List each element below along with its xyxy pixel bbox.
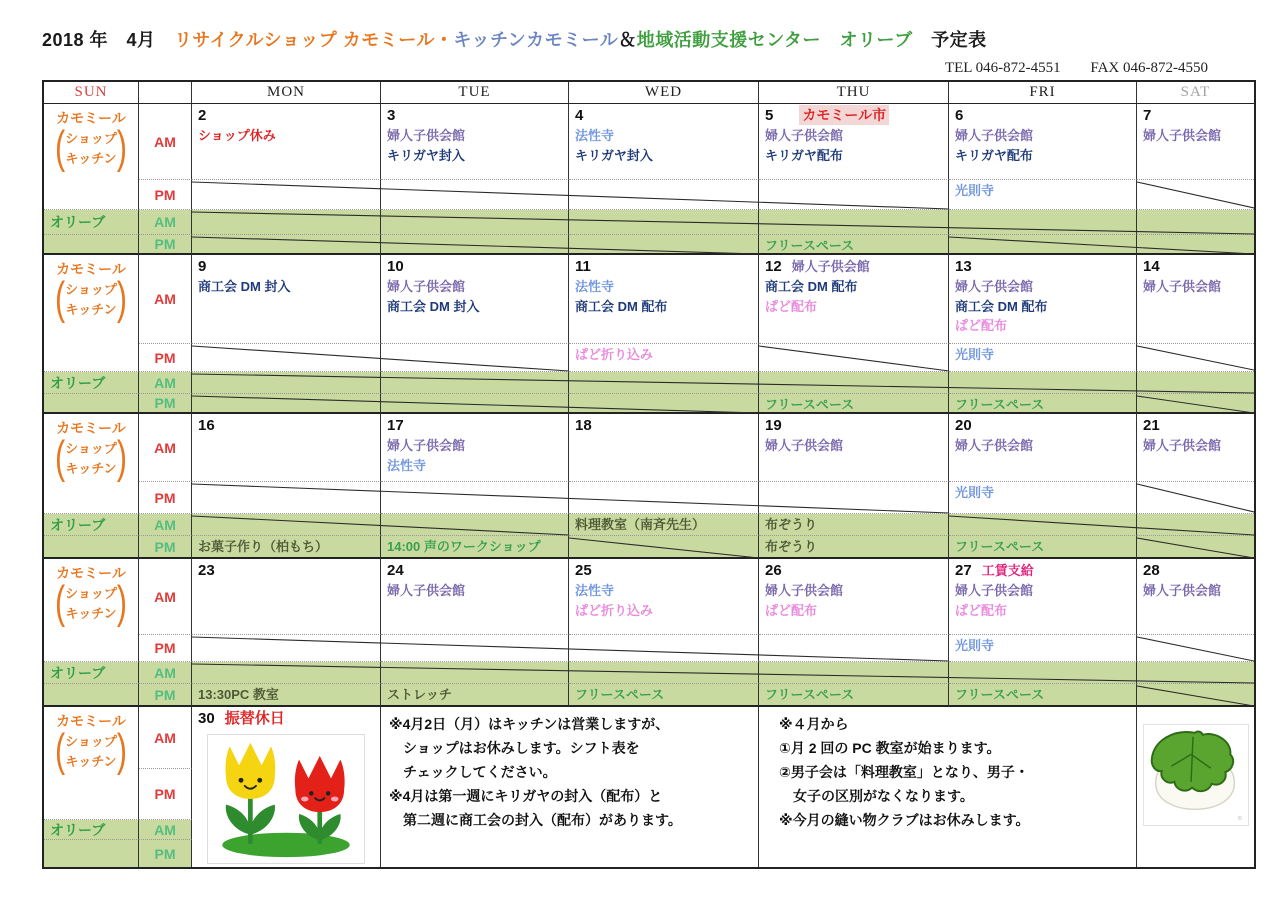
w3-wed-olive-am-cell: [569, 514, 759, 536]
event-label: 商工会 DM 封入: [387, 298, 480, 314]
pm-label: PM: [139, 344, 192, 372]
w1-thu-am-cell: [759, 104, 949, 180]
w3-fri-pm-cell: [949, 482, 1137, 514]
w4-tue-pm-cell: [381, 635, 569, 662]
event-label: ぱど配布: [765, 602, 818, 618]
header-tue: TUE: [381, 82, 569, 104]
w5-sat-cell: [1137, 707, 1254, 867]
olive-row-spacer: [44, 235, 139, 255]
event-label: フリースペース: [955, 397, 1045, 412]
date-number: 24: [387, 562, 404, 579]
date-number: 17: [387, 417, 404, 434]
w4-sat-am-cell: [1137, 559, 1254, 635]
olive-am-label: AM: [139, 662, 192, 684]
w2-sat-pm-cell: [1137, 344, 1254, 372]
event-label: 婦人子供会館: [765, 438, 844, 453]
date-number: 12: [765, 258, 782, 275]
event-label: お菓子作り（柏もち）: [198, 539, 329, 554]
w4-wed-am-cell: [569, 559, 759, 635]
event-label: キリガヤ配布: [765, 147, 843, 163]
w3-tue-olive-pm-cell: [381, 536, 569, 559]
am-label: AM: [139, 707, 192, 769]
olive-row-spacer: [44, 840, 139, 867]
olive-row-spacer: [44, 684, 139, 707]
w2-wed-pm-cell: [569, 344, 759, 372]
notes-right: ※４月から ①月 2 回の PC 教室が始まります。 ②男子会は「料理教室」となり、男子・ 女子の区別がなくなります。 ※今月の縫い物クラブはお休みします。: [759, 707, 1137, 867]
kashiwa-leaf-icon: [1144, 725, 1246, 823]
event-label: 婦人子供会館: [955, 583, 1034, 598]
header-ampm-blank: [139, 82, 192, 104]
event-label: フリースペース: [955, 539, 1045, 554]
event-label: 婦人子供会館: [387, 128, 466, 143]
olive-row-spacer: [44, 536, 139, 559]
w3-fri-olive-am-cell: [949, 514, 1137, 536]
event-label: 婦人子供会館: [955, 128, 1034, 143]
w4-mon-pm-cell: [192, 635, 381, 662]
olive-pm-label: PM: [139, 536, 192, 559]
am-label: AM: [139, 414, 192, 482]
olive-row-label: オリーブ: [44, 514, 139, 536]
w2-tue-olive-am-cell: [381, 372, 569, 394]
date-number: 26: [765, 562, 782, 579]
kamomiru-row-label: カモミール ( ショップ キッチン ): [44, 255, 139, 372]
event-label: ぱど配布: [955, 602, 1008, 618]
event-label: 婦人子供会館: [765, 128, 844, 143]
w2-wed-am-cell: [569, 255, 759, 344]
w2-tue-pm-cell: [381, 344, 569, 372]
w2-fri-olive-am-cell: [949, 372, 1137, 394]
holiday-label: 振替休日: [224, 710, 285, 727]
w1-sat-pm-cell: [1137, 180, 1254, 210]
am-label: AM: [139, 104, 192, 180]
event-label: 婦人子供会館: [791, 259, 870, 274]
olive-row-label: オリーブ: [44, 372, 139, 394]
w4-fri-pm-cell: [949, 635, 1137, 662]
w3-sat-olive-am-cell: [1137, 514, 1254, 536]
w4-mon-olive-am-cell: [192, 662, 381, 684]
olive-am-label: AM: [139, 514, 192, 536]
fax-number: FAX 046-872-4550: [1090, 60, 1208, 76]
event-label: 婦人子供会館: [387, 438, 466, 453]
w1-thu-pm-cell: [759, 180, 949, 210]
w5-mon-cell: [192, 707, 381, 867]
w2-fri-olive-pm-cell: [949, 394, 1137, 414]
w3-fri-am-cell: [949, 414, 1137, 482]
am-label: AM: [139, 559, 192, 635]
kamomiru-row-label: カモミール ( ショップ キッチン ): [44, 414, 139, 514]
event-label: フリースペース: [765, 397, 855, 412]
w3-thu-am-cell: [759, 414, 949, 482]
event-label: フリースペース: [575, 687, 665, 702]
w1-thu-olive-pm-cell: [759, 235, 949, 255]
date-number: 3: [387, 107, 396, 124]
w4-wed-pm-cell: [569, 635, 759, 662]
event-label: キリガヤ封入: [387, 147, 465, 163]
event-label: 光則寺: [955, 638, 995, 653]
w4-mon-olive-pm-cell: [192, 684, 381, 707]
event-label: ショップ休み: [198, 128, 276, 143]
w4-fri-olive-am-cell: [949, 662, 1137, 684]
w4-fri-am-cell: [949, 559, 1137, 635]
event-label: 婦人子供会館: [1143, 583, 1222, 598]
event-label: 光則寺: [955, 347, 995, 362]
w4-wed-olive-am-cell: [569, 662, 759, 684]
w4-wed-olive-pm-cell: [569, 684, 759, 707]
w3-tue-pm-cell: [381, 482, 569, 514]
olive-am-label: AM: [139, 372, 192, 394]
w2-sat-olive-pm-cell: [1137, 394, 1254, 414]
date-number: 27: [955, 562, 972, 579]
w1-fri-pm-cell: [949, 180, 1137, 210]
title-kitchen: キッチンカモミール: [453, 30, 619, 50]
kamomiru-bracket: ( ショップ キッチン ): [55, 274, 127, 324]
w2-mon-olive-am-cell: [192, 372, 381, 394]
w3-sat-pm-cell: [1137, 482, 1254, 514]
event-label: 商工会 DM 配布: [765, 279, 858, 294]
title-center: 地域活動支援センター: [636, 30, 822, 50]
event-label: 布ぞうり: [765, 517, 818, 532]
kamomiru-row-label: カモミール ( ショップ キッチン ): [44, 707, 139, 820]
event-label: ぱど折り込み: [575, 347, 654, 362]
w1-wed-olive-am-cell: [569, 210, 759, 235]
w1-mon-am-cell: [192, 104, 381, 180]
title-year-month: 2018 年 4月: [42, 30, 175, 50]
tel-number: TEL 046-872-4551: [944, 60, 1061, 76]
w2-wed-olive-am-cell: [569, 372, 759, 394]
illustration-credit: ©: [1237, 816, 1243, 823]
w4-thu-am-cell: [759, 559, 949, 635]
date-number: 14: [1143, 258, 1160, 275]
date-number: 20: [955, 417, 972, 434]
w1-tue-pm-cell: [381, 180, 569, 210]
event-label: 光則寺: [955, 485, 995, 500]
w1-mon-pm-cell: [192, 180, 381, 210]
event-label: 商工会 DM 封入: [198, 279, 291, 294]
date-number: 16: [198, 417, 215, 434]
date-number: 13: [955, 258, 972, 275]
w2-thu-pm-cell: [759, 344, 949, 372]
w1-thu-olive-am-cell: [759, 210, 949, 235]
w1-sat-am-cell: [1137, 104, 1254, 180]
olive-am-label: AM: [139, 820, 192, 840]
w2-mon-pm-cell: [192, 344, 381, 372]
title-recycle-shop: リサイクルショップ カモミール・: [174, 30, 454, 50]
event-label: 婦人子供会館: [387, 279, 466, 294]
event-label: 商工会 DM 配布: [575, 298, 668, 314]
w1-tue-olive-pm-cell: [381, 235, 569, 255]
w1-mon-olive-am-cell: [192, 210, 381, 235]
w2-fri-am-cell: [949, 255, 1137, 344]
w4-thu-olive-pm-cell: [759, 684, 949, 707]
title-olive: オリーブ: [821, 30, 913, 50]
w1-fri-olive-pm-cell: [949, 235, 1137, 255]
kamomiru-bracket: ( ショップ キッチン ): [55, 123, 127, 173]
event-label: 法性寺: [575, 583, 615, 598]
date-number: 23: [198, 562, 215, 579]
notes-left: ※4月2日（月）はキッチンは営業しますが、 ショップはお休みします。シフト表を チェックしてください。 ※4月は第一週にキリガヤの封入（配布）と 第二週に商工会の封入（配布）があります。: [381, 707, 759, 867]
header-sat: SAT: [1137, 82, 1254, 104]
event-label: ストレッチ: [387, 687, 452, 702]
olive-row-label: オリーブ: [44, 662, 139, 684]
olive-am-label: AM: [139, 210, 192, 235]
event-label: 布ぞうり: [765, 539, 818, 554]
w2-sat-olive-am-cell: [1137, 372, 1254, 394]
event-label: 婦人子供会館: [387, 583, 466, 598]
w2-thu-olive-pm-cell: [759, 394, 949, 414]
date-number: 25: [575, 562, 592, 579]
event-label: 婦人子供会館: [955, 438, 1034, 453]
w2-mon-am-cell: [192, 255, 381, 344]
event-label: 婦人子供会館: [1143, 279, 1222, 294]
w3-wed-pm-cell: [569, 482, 759, 514]
event-label: 婦人子供会館: [955, 279, 1034, 294]
w3-mon-am-cell: [192, 414, 381, 482]
event-label: 法性寺: [387, 457, 427, 473]
kashiwa-mochi-illustration: [1143, 724, 1249, 826]
event-label: フリースペース: [955, 687, 1045, 702]
w1-tue-am-cell: [381, 104, 569, 180]
w3-sat-olive-pm-cell: [1137, 536, 1254, 559]
w3-thu-pm-cell: [759, 482, 949, 514]
w4-tue-am-cell: [381, 559, 569, 635]
pm-label: PM: [139, 180, 192, 210]
market-day-badge: カモミール市: [799, 105, 889, 125]
w4-sat-pm-cell: [1137, 635, 1254, 662]
w2-thu-am-cell: [759, 255, 949, 344]
date-number: 9: [198, 258, 207, 275]
event-label: 料理教室（南斉先生）: [575, 517, 706, 532]
w2-wed-olive-pm-cell: [569, 394, 759, 414]
w1-tue-olive-am-cell: [381, 210, 569, 235]
w3-mon-olive-pm-cell: [192, 536, 381, 559]
olive-pm-label: PM: [139, 684, 192, 707]
w4-tue-olive-am-cell: [381, 662, 569, 684]
event-label: フリースペース: [765, 238, 855, 253]
w3-mon-olive-am-cell: [192, 514, 381, 536]
w1-fri-olive-am-cell: [949, 210, 1137, 235]
tulip-illustration: [207, 734, 365, 864]
w1-fri-am-cell: [949, 104, 1137, 180]
w3-sat-am-cell: [1137, 414, 1254, 482]
w2-thu-olive-am-cell: [759, 372, 949, 394]
date-number: 30: [198, 710, 215, 727]
date-number: 11: [575, 258, 591, 275]
event-label: キリガヤ配布: [955, 147, 1033, 163]
date-number: 19: [765, 417, 782, 434]
olive-row-spacer: [44, 394, 139, 414]
kamomiru-bracket: ( ショップ キッチン ): [55, 433, 127, 483]
event-label: 13:30PC 教室: [198, 687, 279, 702]
w4-mon-am-cell: [192, 559, 381, 635]
w4-sat-olive-am-cell: [1137, 662, 1254, 684]
w2-mon-olive-pm-cell: [192, 394, 381, 414]
w1-wed-olive-pm-cell: [569, 235, 759, 255]
pm-label: PM: [139, 635, 192, 662]
w4-sat-olive-pm-cell: [1137, 684, 1254, 707]
w4-tue-olive-pm-cell: [381, 684, 569, 707]
date-number: 18: [575, 417, 592, 434]
event-label: 婦人子供会館: [1143, 438, 1222, 453]
contact-line: [42, 60, 1252, 77]
header-wed: WED: [569, 82, 759, 104]
date-number: 2: [198, 107, 207, 124]
header-mon: MON: [192, 82, 381, 104]
event-label: ぱど折り込み: [575, 602, 654, 618]
event-label: ぱど配布: [955, 318, 1008, 333]
w2-fri-pm-cell: [949, 344, 1137, 372]
event-label: 商工会 DM 配布: [955, 298, 1048, 314]
am-label: AM: [139, 255, 192, 344]
date-number: 7: [1143, 107, 1152, 124]
date-number: 10: [387, 258, 404, 275]
olive-pm-label: PM: [139, 840, 192, 867]
kamomiru-bracket: ( ショップ キッチン ): [55, 578, 127, 628]
w1-mon-olive-pm-cell: [192, 235, 381, 255]
w1-wed-am-cell: [569, 104, 759, 180]
event-label: 婦人子供会館: [765, 583, 844, 598]
tulips-icon: [211, 738, 361, 860]
event-label: 光則寺: [955, 183, 995, 198]
header-sun: SUN: [44, 82, 139, 104]
page-title: [42, 26, 1280, 52]
w3-tue-am-cell: [381, 414, 569, 482]
w1-sat-olive-pm-cell: [1137, 235, 1254, 255]
pm-label: PM: [139, 482, 192, 514]
kamomiru-bracket: ( ショップ キッチン ): [55, 726, 127, 776]
date-number: 4: [575, 107, 584, 124]
w3-thu-olive-pm-cell: [759, 536, 949, 559]
schedule-table: [42, 80, 1256, 869]
w2-sat-am-cell: [1137, 255, 1254, 344]
w4-thu-olive-am-cell: [759, 662, 949, 684]
w1-sat-olive-am-cell: [1137, 210, 1254, 235]
olive-row-label: オリーブ: [44, 820, 139, 840]
olive-pm-label: PM: [139, 394, 192, 414]
olive-pm-label: PM: [139, 235, 192, 255]
w3-thu-olive-am-cell: [759, 514, 949, 536]
date-number: 21: [1143, 417, 1160, 434]
w3-wed-am-cell: [569, 414, 759, 482]
w3-wed-olive-pm-cell: [569, 536, 759, 559]
kamomiru-row-label: カモミール ( ショップ キッチン ): [44, 559, 139, 662]
event-label: キリガヤ封入: [575, 147, 653, 163]
wage-payment-label: 工賃支給: [981, 563, 1034, 578]
event-label: 14:00 声のワークショップ: [387, 539, 541, 554]
title-amp: ＆: [618, 30, 637, 50]
title-suffix: 予定表: [912, 30, 987, 50]
date-number: 28: [1143, 562, 1160, 579]
w3-mon-pm-cell: [192, 482, 381, 514]
w2-tue-olive-pm-cell: [381, 394, 569, 414]
w3-tue-olive-am-cell: [381, 514, 569, 536]
w1-wed-pm-cell: [569, 180, 759, 210]
w2-tue-am-cell: [381, 255, 569, 344]
event-label: 婦人子供会館: [1143, 128, 1222, 143]
pm-label: PM: [139, 769, 192, 820]
w4-thu-pm-cell: [759, 635, 949, 662]
olive-row-label: オリーブ: [44, 210, 139, 235]
header-fri: FRI: [949, 82, 1137, 104]
event-label: 法性寺: [575, 128, 615, 143]
date-number: 5: [765, 107, 774, 124]
event-label: ぱど配布: [765, 298, 818, 314]
kamomiru-row-label: カモミール ( ショップ キッチン ): [44, 104, 139, 210]
event-label: 法性寺: [575, 279, 615, 294]
w3-fri-olive-pm-cell: [949, 536, 1137, 559]
w4-fri-olive-pm-cell: [949, 684, 1137, 707]
header-thu: THU: [759, 82, 949, 104]
date-number: 6: [955, 107, 964, 124]
event-label: フリースペース: [765, 687, 855, 702]
